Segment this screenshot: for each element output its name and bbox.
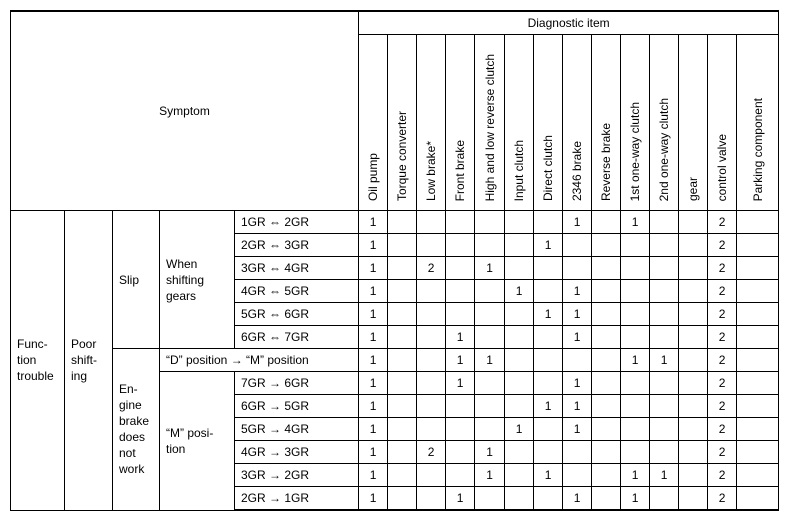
cell-value (563, 234, 592, 257)
cell-value (621, 441, 650, 464)
cell-value (417, 211, 446, 234)
cell-value: 1 (475, 349, 505, 372)
cell-value (621, 257, 650, 280)
cell-value (475, 211, 505, 234)
cell-value (446, 418, 475, 441)
cell-value: 2 (708, 234, 737, 257)
cell-value (388, 280, 417, 303)
cell-value (534, 349, 563, 372)
cell-value (505, 257, 534, 280)
cell-value (621, 280, 650, 303)
cell-value (679, 395, 708, 418)
row-label: 4GR ⇔ 5GR (235, 280, 359, 303)
cell-value: 2 (708, 441, 737, 464)
column-header: 2nd one-way clutch (650, 35, 679, 211)
cell-value (592, 257, 621, 280)
column-header: 2346 brake (563, 35, 592, 211)
column-header: Input clutch (505, 35, 534, 211)
cell-value (446, 211, 475, 234)
diagnostic-table-container (10, 10, 779, 511)
cell-value (446, 464, 475, 487)
cell-value: 1 (359, 464, 388, 487)
cell-value (650, 257, 679, 280)
cell-value (446, 257, 475, 280)
cell-value (417, 372, 446, 395)
cell-value (737, 303, 779, 326)
cell-value (417, 418, 446, 441)
cell-value: 1 (446, 487, 475, 511)
cell-value (737, 257, 779, 280)
cell-value: 1 (359, 441, 388, 464)
cell-value (650, 211, 679, 234)
cell-value (388, 395, 417, 418)
cell-value (592, 326, 621, 349)
column-header: High and low reverse clutch (475, 35, 505, 211)
cell-value (621, 326, 650, 349)
cell-value: 1 (359, 280, 388, 303)
cell-value (737, 418, 779, 441)
cell-value (534, 280, 563, 303)
symptom-header: Symptom (11, 11, 359, 211)
cell-value (737, 280, 779, 303)
cell-value (679, 257, 708, 280)
cell-value: 1 (563, 303, 592, 326)
cell-value (505, 303, 534, 326)
cell-value (505, 211, 534, 234)
cell-value (679, 349, 708, 372)
cell-value (446, 395, 475, 418)
cell-value (534, 211, 563, 234)
cell-value: 1 (650, 464, 679, 487)
cell-value (534, 441, 563, 464)
cell-value: 1 (359, 303, 388, 326)
column-header: Direct clutch (534, 35, 563, 211)
cell-value: 1 (534, 234, 563, 257)
cell-value (679, 487, 708, 511)
cell-value (650, 372, 679, 395)
cell-value: 1 (475, 464, 505, 487)
cell-value (679, 211, 708, 234)
cell-value: 1 (621, 464, 650, 487)
cell-value (737, 234, 779, 257)
cell-value (592, 234, 621, 257)
cell-value (475, 418, 505, 441)
cell-value (737, 326, 779, 349)
cell-value: 2 (417, 257, 446, 280)
cell-value (505, 234, 534, 257)
cell-value (417, 303, 446, 326)
cell-value: 1 (475, 257, 505, 280)
cell-value (650, 303, 679, 326)
cell-value (679, 418, 708, 441)
cell-value (388, 257, 417, 280)
cell-value (417, 464, 446, 487)
cell-value (592, 395, 621, 418)
cell-value (650, 234, 679, 257)
cell-value (650, 280, 679, 303)
cell-value (679, 464, 708, 487)
group-function-trouble: Func- tion trouble (11, 211, 65, 511)
cell-value (388, 349, 417, 372)
group-slip: Slip (113, 211, 160, 349)
column-header: gear (679, 35, 708, 211)
cell-value: 2 (708, 395, 737, 418)
cell-value (446, 280, 475, 303)
cell-value (388, 234, 417, 257)
cell-value: 1 (621, 487, 650, 511)
cell-value: 2 (417, 441, 446, 464)
cell-value: 1 (563, 395, 592, 418)
cell-value: 1 (359, 487, 388, 511)
cell-value: 1 (534, 464, 563, 487)
cell-value (592, 280, 621, 303)
row-label: 3GR ⇔ 4GR (235, 257, 359, 280)
cell-value: 1 (563, 418, 592, 441)
cell-value (592, 349, 621, 372)
cell-value: 1 (359, 326, 388, 349)
cell-value (475, 372, 505, 395)
cell-value (388, 441, 417, 464)
cell-value (534, 372, 563, 395)
cell-value (534, 326, 563, 349)
cell-value: 1 (505, 418, 534, 441)
cell-value (592, 464, 621, 487)
cell-value (417, 487, 446, 511)
cell-value: 1 (621, 349, 650, 372)
cell-value (475, 326, 505, 349)
cell-value (621, 234, 650, 257)
column-header: Front brake (446, 35, 475, 211)
cell-value: 2 (708, 464, 737, 487)
cell-value (388, 372, 417, 395)
cell-value: 1 (359, 349, 388, 372)
cell-value (592, 372, 621, 395)
cell-value: 1 (563, 372, 592, 395)
cell-value: 2 (708, 303, 737, 326)
cell-value (417, 326, 446, 349)
row-label: 6GR ⇔ 7GR (235, 326, 359, 349)
row-label: 2GR → 1GR (235, 487, 359, 511)
cell-value (475, 234, 505, 257)
cell-value (417, 349, 446, 372)
cell-value (650, 487, 679, 511)
cell-value (592, 441, 621, 464)
cell-value (388, 303, 417, 326)
cell-value: 2 (708, 280, 737, 303)
diagnostic-item-header: Diagnostic item (359, 11, 779, 35)
cell-value (446, 303, 475, 326)
cell-value: 1 (359, 211, 388, 234)
cell-value (563, 349, 592, 372)
cell-value: 2 (708, 326, 737, 349)
cell-value (475, 280, 505, 303)
row-label: 1GR ⇔ 2GR (235, 211, 359, 234)
cell-value: 1 (563, 326, 592, 349)
cell-value: 2 (708, 257, 737, 280)
diagnostic-table (10, 10, 779, 511)
column-header: Oil pump (359, 35, 388, 211)
cell-value (563, 257, 592, 280)
row-label: 6GR → 5GR (235, 395, 359, 418)
cell-value (679, 326, 708, 349)
cell-value (679, 372, 708, 395)
cell-value: 2 (708, 211, 737, 234)
group-engine-brake-does-not-work: En- gine brake does not work (113, 349, 160, 511)
cell-value (388, 326, 417, 349)
cell-value: 1 (563, 280, 592, 303)
cell-value: 2 (708, 372, 737, 395)
row-label: 2GR ⇔ 3GR (235, 234, 359, 257)
row-label: 4GR → 3GR (235, 441, 359, 464)
cell-value: 1 (359, 418, 388, 441)
cell-value: 1 (359, 234, 388, 257)
cell-value (679, 441, 708, 464)
cell-value (417, 234, 446, 257)
cell-value (388, 211, 417, 234)
cell-value (621, 303, 650, 326)
column-header: Torque converter (388, 35, 417, 211)
cell-value (475, 303, 505, 326)
cell-value (650, 326, 679, 349)
cell-value: 1 (359, 372, 388, 395)
cell-value: 1 (446, 372, 475, 395)
cell-value (563, 441, 592, 464)
cell-value (621, 395, 650, 418)
cell-value: 1 (563, 487, 592, 511)
cell-value (505, 349, 534, 372)
cell-value (737, 464, 779, 487)
cell-value: 2 (708, 418, 737, 441)
cell-value (650, 395, 679, 418)
cell-value (505, 372, 534, 395)
cell-value (534, 418, 563, 441)
group-poor-shifting: Poor shift- ing (65, 211, 113, 511)
cell-value: 1 (534, 303, 563, 326)
cell-value (505, 441, 534, 464)
cell-value (621, 418, 650, 441)
cell-value (650, 418, 679, 441)
cell-value: 1 (563, 211, 592, 234)
cell-value: 1 (650, 349, 679, 372)
cell-value (679, 234, 708, 257)
cell-value (737, 349, 779, 372)
cell-value (737, 487, 779, 511)
cell-value (650, 441, 679, 464)
cell-value (534, 257, 563, 280)
cell-value (592, 303, 621, 326)
column-header: control valve (708, 35, 737, 211)
cell-value (417, 395, 446, 418)
cell-value (534, 487, 563, 511)
cell-value (475, 395, 505, 418)
cell-value: 1 (446, 349, 475, 372)
cell-value (737, 395, 779, 418)
column-header: Parking component (737, 35, 779, 211)
cell-value (388, 464, 417, 487)
row-label: 5GR → 4GR (235, 418, 359, 441)
column-header: 1st one-way clutch (621, 35, 650, 211)
cell-value (388, 487, 417, 511)
cell-value: 2 (708, 349, 737, 372)
column-header: Low brake* (417, 35, 446, 211)
cell-value: 1 (475, 441, 505, 464)
cell-value: 1 (621, 211, 650, 234)
row-label: 5GR ⇔ 6GR (235, 303, 359, 326)
cell-value (737, 441, 779, 464)
cell-value (592, 487, 621, 511)
cell-value: 1 (359, 395, 388, 418)
cell-value (563, 464, 592, 487)
cell-value: 1 (359, 257, 388, 280)
group-when-shifting-gears: When shifting gears (160, 211, 235, 349)
cell-value: 2 (708, 487, 737, 511)
cell-value: 1 (505, 280, 534, 303)
row-label: 3GR → 2GR (235, 464, 359, 487)
cell-value (592, 211, 621, 234)
cell-value (417, 280, 446, 303)
cell-value (737, 211, 779, 234)
row-label: “D” position → “M” position (160, 349, 359, 372)
column-header: Reverse brake (592, 35, 621, 211)
cell-value (679, 280, 708, 303)
cell-value: 1 (534, 395, 563, 418)
cell-value (621, 372, 650, 395)
cell-value (505, 487, 534, 511)
cell-value (446, 441, 475, 464)
cell-value (475, 487, 505, 511)
cell-value (679, 303, 708, 326)
cell-value: 1 (446, 326, 475, 349)
row-label: 7GR → 6GR (235, 372, 359, 395)
cell-value (505, 326, 534, 349)
group-m-position: “M” posi- tion (160, 372, 235, 511)
cell-value (592, 418, 621, 441)
cell-value (446, 234, 475, 257)
cell-value (737, 372, 779, 395)
cell-value (388, 418, 417, 441)
cell-value (505, 395, 534, 418)
cell-value (505, 464, 534, 487)
